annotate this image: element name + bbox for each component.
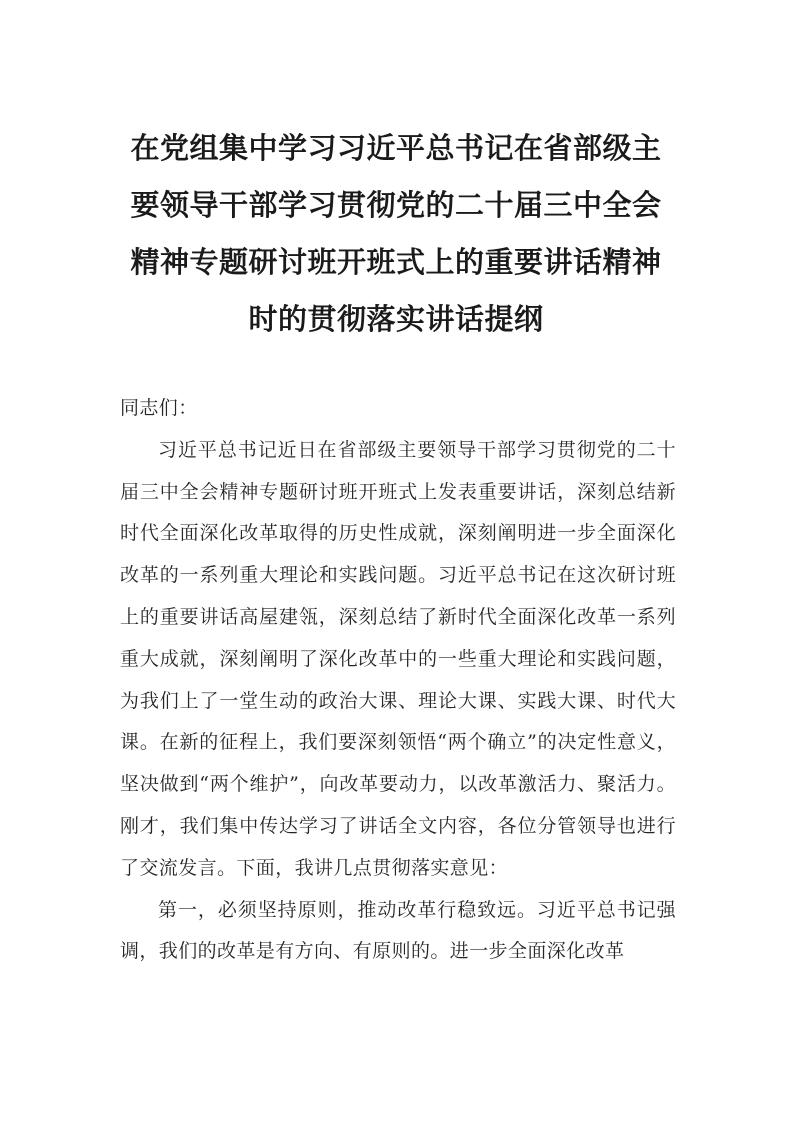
document-title: 在党组集中学习习近平总书记在省部级主要领导干部学习贯彻党的二十届三中全会精神专题研讨班开班式上的重要讲话精神时的贯彻落实讲话提纲 <box>130 131 662 336</box>
body-paragraph-2: 第一，必须坚持原则，推动改革行稳致远。习近平总书记强调，我们的改革是有方向、有原则的。进一步全面深化改革 <box>120 898 676 963</box>
salutation: 同志们： <box>120 397 198 419</box>
document-body <box>120 388 676 973</box>
body-paragraph-1: 习近平总书记近日在省部级主要领导干部学习贯彻党的二十届三中全会精神专题研讨班开班式上发表重要讲话，深刻总结新时代全面深化改革取得的历史性成就，深刻阐明进一步全面深化改革的一系列重大理论和实践问题。习近平总书记在这次研讨班上的重要讲话高屋建瓴，深刻总结了新时代全面深化改革一系列重大成就，深刻阐明了深化改革中的一些重大理论和实践问题，为我们上了一堂生动的政治大课、理论大课、实践大课、时代大课。在新的征程上，我们要深刻领悟“两个确立”的决定性意义，坚决做到“两个维护”，向改革要动力，以改革激活力、聚活力。刚才，我们集中传达学习了讲话全文内容，各位分管领导也进行了交流发言。下面，我讲几点贯彻落实意见： <box>120 438 676 879</box>
